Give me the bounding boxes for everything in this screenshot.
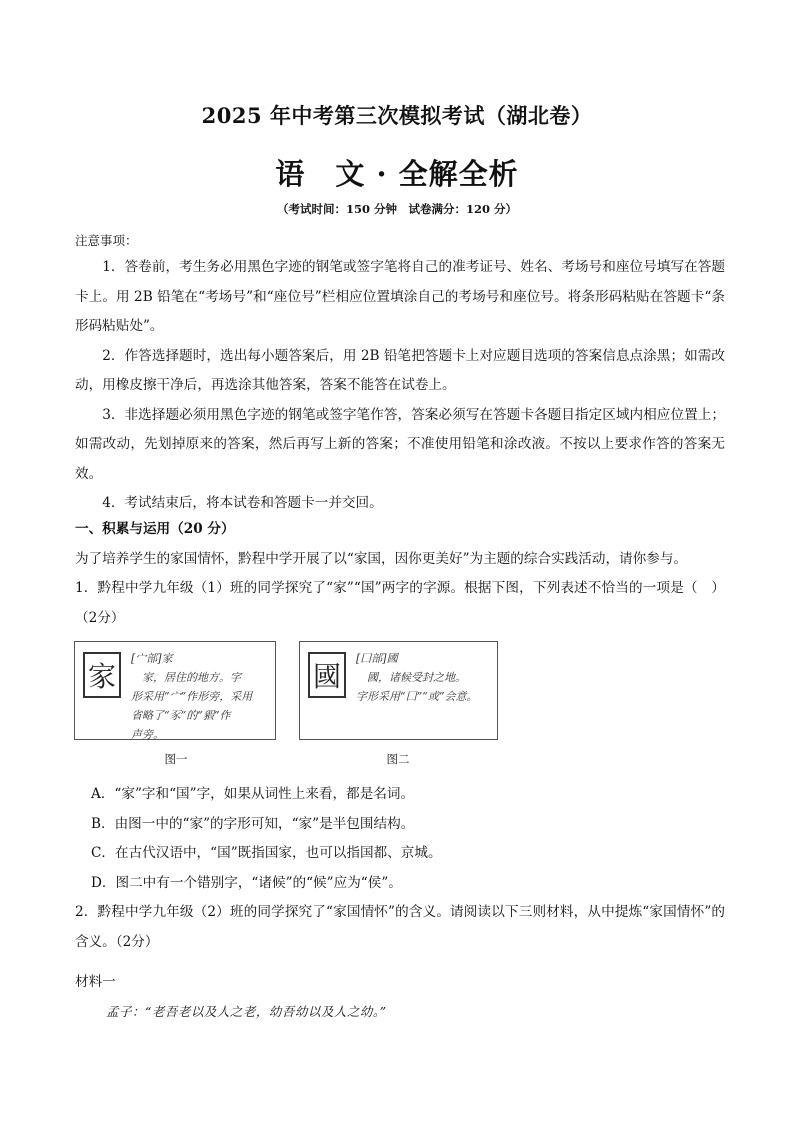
figure-1-caption: 图一 [164,752,188,766]
exam-title: 2025 年中考第三次模拟考试（湖北卷） [201,103,593,128]
figure-line: 声旁。 [131,728,164,741]
figure-line: 家，居住的地方。字 [131,671,241,684]
figure-1-text [131,649,269,744]
option-a: A．“家”字和“国”字，如果从词性上来看，都是名词。 [91,786,415,802]
subject-title: 语 文 · 全解全析 [275,157,519,191]
section-heading: 一、积累与运用（20 分） [75,521,235,537]
figure-line: [宀部]家 [131,652,173,665]
notice-item: 4．考试结束后，将本试卷和答题卡一并交回。 [102,495,383,511]
figure-1-box [74,641,276,740]
seal-char: 家 [87,660,116,693]
seal-script-guo-icon [308,652,346,698]
figure-line: 字形采用“囗”“或”会意。 [356,690,478,703]
figure-2-caption: 图二 [386,752,410,766]
seal-char: 國 [312,660,341,693]
figure-2-box [299,641,498,740]
question-1-stem: 1．黔程中学九年级（1）班的同学探究了“家”“国”两字的字源。根据下图，下列表述不恰当的一项是（ ）（2分） [75,580,725,626]
exam-info: （考试时间：150 分钟 试卷满分：120 分） [276,202,517,216]
section-1 [75,515,725,633]
notice-heading: 注意事项： [75,233,138,248]
notice-item: 2．作答选择题时，选出每小题答案后，用 2B 铅笔把答题卡上对应题目选项的答案信息点涂黑；如需改动，用橡皮擦干净后，再选涂其他答案，答案不能答在试卷上。 [75,347,725,393]
figure-line: [囗部]國 [356,652,398,665]
material-1-label: 材料一 [75,974,116,990]
figure-line: 國，诸候受封之地。 [356,671,466,684]
seal-script-jia-icon [83,652,121,698]
question-2-stem: 2．黔程中学九年级（2）班的同学探究了“家国情怀”的含义。请阅读以下三则材料，从中提炼“家国情怀”的含义。（2分） [75,904,725,950]
notice-list [75,253,725,519]
option-d: D．图二中有一个错别字，“诸候”的“候”应为“侯”。 [91,874,402,891]
option-b: B．由图一中的“家”的字形可知，“家”是半包围结构。 [91,815,415,832]
figure-2-text [356,649,491,706]
material-1-quote: 孟子：“老吾老以及人之老，幼吾幼以及人之幼。” [106,1004,387,1019]
figure-line: 形采用“宀”作形旁，采用 [131,690,253,703]
section-intro: 为了培养学生的家国情怀，黔程中学开展了以“家国，因你更美好”为主题的综合实践活动，请你参与。 [75,550,688,567]
notice-item: 3．非选择题必须用黑色字迹的钢笔或签字笔作答，答案必须写在答题卡各题目指定区域内相应位置上；如需改动，先划掉原来的答案，然后再写上新的答案；不准使用铅笔和涂改液。不按以上要求作答的答案无效。 [75,406,725,482]
option-c: C．在古代汉语中，“国”既指国家，也可以指国都、京城。 [91,845,442,861]
question-1-options [75,780,725,957]
figure-line: 省略了“豕”的“豭”作 [131,709,231,722]
notice-item: 1．答卷前，考生务必用黑色字迹的钢笔或签字笔将自己的准考证号、姓名、考场号和座位号填写在答题卡上。用 2B 铅笔在“考场号”和“座位号”栏相应位置填涂自己的考场号和座位号。将条形码粘贴在答题卡“条形码粘贴处”。 [75,259,725,334]
